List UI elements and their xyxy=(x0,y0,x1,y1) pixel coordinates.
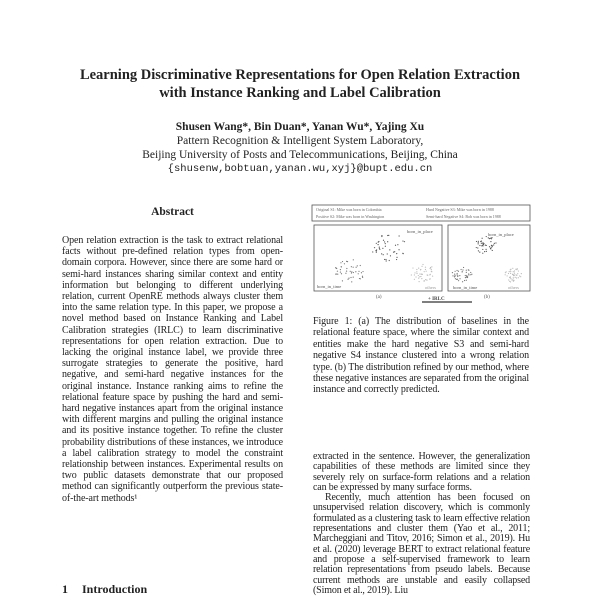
paper-title xyxy=(0,66,600,102)
scatter-point xyxy=(335,267,336,268)
scatter-point xyxy=(344,263,345,264)
scatter-point xyxy=(346,268,347,269)
scatter-point xyxy=(426,280,427,281)
scatter-point xyxy=(512,268,513,269)
scatter-point xyxy=(353,276,354,277)
scatter-point xyxy=(516,277,517,278)
scatter-point xyxy=(465,275,466,276)
scatter-point xyxy=(489,238,490,239)
scatter-point xyxy=(459,278,460,279)
scatter-point xyxy=(346,271,347,272)
scatter-point xyxy=(468,270,469,271)
scatter-point xyxy=(481,243,482,244)
scatter-point xyxy=(518,277,519,278)
scatter-point xyxy=(467,276,468,277)
cluster-label: born_in_time xyxy=(317,284,342,289)
scatter-point xyxy=(412,267,413,268)
scatter-point xyxy=(511,279,512,280)
scatter-point xyxy=(462,281,463,282)
scatter-point xyxy=(384,241,385,242)
scatter-point xyxy=(340,271,341,272)
cluster-label: others xyxy=(425,285,436,290)
scatter-point xyxy=(476,241,477,242)
scatter-point xyxy=(455,278,456,279)
scatter-point xyxy=(455,271,456,272)
scatter-point xyxy=(347,279,348,280)
scatter-point xyxy=(418,267,419,268)
scatter-point xyxy=(505,272,506,273)
scatter-point xyxy=(396,253,397,254)
scatter-point xyxy=(342,261,343,262)
scatter-point xyxy=(340,269,341,270)
legend-item: Positive S2: Mike was born in Washington xyxy=(316,214,385,219)
scatter-point xyxy=(381,253,382,254)
scatter-point xyxy=(457,279,458,280)
scatter-point xyxy=(476,247,477,248)
scatter-point xyxy=(384,259,385,260)
legend-item: Hard Negative S3: Mike was born in 1988 xyxy=(426,207,494,212)
scatter-point xyxy=(482,243,483,244)
scatter-point xyxy=(492,250,493,251)
cluster-label: others xyxy=(508,285,519,290)
scatter-point xyxy=(347,261,348,262)
scatter-point xyxy=(482,249,483,250)
scatter-point xyxy=(509,281,510,282)
scatter-point xyxy=(418,275,419,276)
scatter-point xyxy=(430,267,431,268)
scatter-point xyxy=(431,271,432,272)
scatter-point xyxy=(351,271,352,272)
scatter-point xyxy=(460,269,461,270)
scatter-point xyxy=(457,274,458,275)
scatter-point xyxy=(379,248,380,249)
cluster-label: born_in_place xyxy=(488,232,514,237)
scatter-point xyxy=(515,274,516,275)
scatter-point xyxy=(414,272,415,273)
paragraph: Recently, much attention has been focused on unsupervised relation discovery, which is commonly formulated as a clustering task to learn effective relation representations and cluster them (Yao et al., 2011; Marcheggiani and Titov, 2016; Simon et al., 2019). Hu et al. (2020) leverage BERT to extract relational feature and propose a self-supervised framework to learn relation representations from pseudo labels. Because current methods are unstable and easily collapsed (Simon et al., 2019). Liu xyxy=(313,492,530,596)
scatter-point xyxy=(350,271,351,272)
scatter-point xyxy=(485,249,486,250)
scatter-point xyxy=(466,275,467,276)
scatter-point xyxy=(491,245,492,246)
scatter-point xyxy=(466,280,467,281)
scatter-point xyxy=(456,270,457,271)
scatter-point xyxy=(491,237,492,238)
scatter-point xyxy=(341,266,342,267)
scatter-point xyxy=(335,273,336,274)
scatter-point xyxy=(337,274,338,275)
scatter-point xyxy=(431,266,432,267)
scatter-point xyxy=(466,272,467,273)
scatter-point xyxy=(389,249,390,250)
scatter-point xyxy=(425,267,426,268)
scatter-point xyxy=(348,278,349,279)
scatter-point xyxy=(470,274,471,275)
scatter-point xyxy=(492,246,493,247)
scatter-point xyxy=(419,273,420,274)
scatter-point xyxy=(493,244,494,245)
scatter-point xyxy=(457,273,458,274)
scatter-point xyxy=(421,273,422,274)
figure-1 xyxy=(310,203,532,303)
scatter-point xyxy=(458,280,459,281)
scatter-point xyxy=(457,276,458,277)
scatter-point xyxy=(415,276,416,277)
scatter-point xyxy=(416,273,417,274)
subfigure-label: (a) xyxy=(376,295,382,300)
scatter-point xyxy=(478,241,479,242)
scatter-point xyxy=(464,280,465,281)
scatter-point xyxy=(510,273,511,274)
scatter-point xyxy=(478,250,479,251)
scatter-point xyxy=(489,246,490,247)
scatter-point xyxy=(513,277,514,278)
scatter-point xyxy=(468,274,469,275)
scatter-point xyxy=(484,251,485,252)
scatter-point xyxy=(416,269,417,270)
scatter-point xyxy=(358,271,359,272)
scatter-point xyxy=(342,280,343,281)
scatter-point xyxy=(414,274,415,275)
scatter-point xyxy=(386,260,387,261)
scatter-point xyxy=(416,271,417,272)
scatter-point xyxy=(353,259,354,260)
scatter-point xyxy=(517,273,518,274)
scatter-point xyxy=(385,246,386,247)
scatter-point xyxy=(508,279,509,280)
body-text xyxy=(313,452,530,596)
scatter-point xyxy=(514,270,515,271)
scatter-point xyxy=(520,276,521,277)
scatter-point xyxy=(505,274,506,275)
author-names: Shusen Wang*, Bin Duan*, Yanan Wu*, Yajing Xu xyxy=(175,121,425,133)
scatter-point xyxy=(385,243,386,244)
scatter-point xyxy=(431,269,432,270)
scatter-point xyxy=(488,237,489,238)
scatter-point xyxy=(426,271,427,272)
legend-item: Original S1: Mike was born in Colombia xyxy=(316,207,382,212)
scatter-point xyxy=(477,247,478,248)
scatter-point xyxy=(452,275,453,276)
scatter-point xyxy=(390,255,391,256)
scatter-point xyxy=(482,253,483,254)
scatter-point xyxy=(454,274,455,275)
scatter-point xyxy=(385,259,386,260)
scatter-point xyxy=(360,278,361,279)
scatter-point xyxy=(397,244,398,245)
scatter-point xyxy=(427,275,428,276)
scatter-point xyxy=(387,235,388,236)
scatter-point xyxy=(402,240,403,241)
scatter-point xyxy=(353,272,354,273)
subfigure-label: (b) xyxy=(484,295,490,300)
scatter-point xyxy=(491,238,492,239)
scatter-point xyxy=(494,243,495,244)
scatter-point xyxy=(471,274,472,275)
abstract-heading: Abstract xyxy=(151,206,194,218)
scatter-point xyxy=(395,245,396,246)
scatter-point xyxy=(396,259,397,260)
scatter-point xyxy=(387,241,388,242)
paragraph: extracted in the sentence. However, the generalization capabilities of these methods are limited since they severely rely on surface-form relations and a relation can be expressed by many surface forms. xyxy=(313,451,530,493)
cluster-label: born_in_place xyxy=(407,229,433,234)
scatter-point xyxy=(355,271,356,272)
scatter-point xyxy=(399,235,400,236)
scatter-point xyxy=(362,276,363,277)
scatter-point xyxy=(462,269,463,270)
scatter-point xyxy=(340,262,341,263)
scatter-point xyxy=(387,253,388,254)
scatter-point xyxy=(482,238,483,239)
scatter-point xyxy=(351,266,352,267)
scatter-point xyxy=(508,273,509,274)
affiliation-line: Pattern Recognition & Intelligent System Laboratory, xyxy=(176,135,424,147)
scatter-point xyxy=(351,281,352,282)
scatter-point xyxy=(519,275,520,276)
scatter-point xyxy=(481,240,482,241)
scatter-point xyxy=(382,248,383,249)
scatter-point xyxy=(510,269,511,270)
author-block xyxy=(0,120,600,176)
scatter-point xyxy=(509,271,510,272)
scatter-point xyxy=(420,276,421,277)
scatter-point xyxy=(377,244,378,245)
scatter-point xyxy=(376,252,377,253)
panel-a xyxy=(314,225,442,291)
scatter-point xyxy=(420,269,421,270)
scatter-point xyxy=(393,252,394,253)
scatter-point xyxy=(486,245,487,246)
scatter-point xyxy=(466,270,467,271)
scatter-point xyxy=(376,243,377,244)
scatter-point xyxy=(421,278,422,279)
scatter-point xyxy=(381,235,382,236)
scatter-point xyxy=(419,281,420,282)
scatter-point xyxy=(510,278,511,279)
scatter-point xyxy=(394,251,395,252)
scatter-point xyxy=(454,276,455,277)
scatter-point xyxy=(486,236,487,237)
scatter-point xyxy=(418,278,419,279)
scatter-point xyxy=(419,276,420,277)
scatter-point xyxy=(389,260,390,261)
title-line: Learning Discriminative Representations for Open Relation Extraction xyxy=(79,67,521,83)
scatter-point xyxy=(351,272,352,273)
scatter-point xyxy=(421,266,422,267)
section-number: 1 xyxy=(62,582,68,596)
scatter-point xyxy=(388,235,389,236)
scatter-point xyxy=(510,277,511,278)
scatter-point xyxy=(356,267,357,268)
scatter-point xyxy=(514,273,515,274)
cluster-label: born_in_time xyxy=(453,285,478,290)
figure-caption: Figure 1: (a) The distribution of baselines in the relational feature space, where the similar context and entities make the hard negative S3 and semi-hard negative S4 instance clustered into a wrong relation type. (b) The distribution refined by our method, where these negative instances are separated from the original instance and correctly predicted. xyxy=(313,316,529,396)
scatter-point xyxy=(483,243,484,244)
section-title: Introduction xyxy=(82,582,148,596)
author-email: {shusenw,bobtuan,yanan.wu,xyj}@bupt.edu.cn xyxy=(167,163,433,175)
scatter-point xyxy=(458,271,459,272)
scatter-point xyxy=(518,270,519,271)
scatter-point xyxy=(357,265,358,266)
scatter-point xyxy=(430,268,431,269)
scatter-point xyxy=(353,267,354,268)
scatter-point xyxy=(337,271,338,272)
scatter-point xyxy=(404,241,405,242)
scatter-point xyxy=(378,241,379,242)
scatter-point xyxy=(486,251,487,252)
scatter-point xyxy=(383,254,384,255)
scatter-point xyxy=(422,264,423,265)
scatter-point xyxy=(432,275,433,276)
scatter-point xyxy=(403,253,404,254)
scatter-point xyxy=(479,245,480,246)
arrow-label: + IRLC xyxy=(428,297,445,302)
scatter-point xyxy=(341,273,342,274)
scatter-point xyxy=(362,277,363,278)
scatter-point xyxy=(396,257,397,258)
scatter-point xyxy=(362,271,363,272)
scatter-point xyxy=(374,247,375,248)
scatter-point xyxy=(360,265,361,266)
scatter-point xyxy=(478,243,479,244)
scatter-point xyxy=(411,274,412,275)
scatter-point xyxy=(515,269,516,270)
scatter-point xyxy=(459,275,460,276)
scatter-point xyxy=(350,277,351,278)
scatter-point xyxy=(490,248,491,249)
legend-item: Semi-hard Negative S4: Bob was born in 1988 xyxy=(426,214,501,219)
abstract-text: Open relation extraction is the task to extract relational facts without pre-defined relation types from open-domain corpora. However, since there are some hard or semi-hard instances sharing similar context and entity information but belonging to different underlying relation, current OpenRE methods always cluster them into the same relation type. In this paper, we propose a novel method based on Instance Ranking and Label Calibration strategies (IRLC) to learn discriminative representations for open relation extraction. Due to lacking the original instance label, we provide three surrogate strategies to generate the positive, hard negative, and semi-hard negative instances for the original instance. Instance ranking aims to refine the relational feature space by pushing the hard and semi-hard negative instances apart from the original instance with different margins and pulling the original instance and its positive instance together. To refine the cluster probability distributions of these instances, we introduce a label calibration strategy to model the constraint relationship between instances. Experimental results on two public datasets demonstrate that our proposed method can significantly outperform the previous state-of-the-art methods¹ xyxy=(62,235,283,504)
scatter-point xyxy=(361,272,362,273)
scatter-point xyxy=(358,273,359,274)
scatter-point xyxy=(372,251,373,252)
scatter-point xyxy=(495,242,496,243)
scatter-point xyxy=(425,279,426,280)
title-line: with Instance Ranking and Label Calibration xyxy=(159,85,441,101)
affiliation-line: Beijing University of Posts and Telecommunications, Beijing, China xyxy=(142,149,458,161)
scatter-point xyxy=(479,252,480,253)
scatter-point xyxy=(429,278,430,279)
scatter-point xyxy=(424,280,425,281)
section-heading xyxy=(62,582,161,596)
scatter-point xyxy=(513,280,514,281)
scatter-point xyxy=(424,271,425,272)
scatter-point xyxy=(379,249,380,250)
scatter-point xyxy=(376,249,377,250)
scatter-point xyxy=(470,272,471,273)
scatter-point xyxy=(515,277,516,278)
scatter-point xyxy=(507,275,508,276)
scatter-point xyxy=(462,271,463,272)
scatter-point xyxy=(414,279,415,280)
scatter-point xyxy=(468,273,469,274)
scatter-point xyxy=(514,274,515,275)
scatter-point xyxy=(482,245,483,246)
scatter-point xyxy=(516,269,517,270)
scatter-point xyxy=(383,240,384,241)
scatter-point xyxy=(510,271,511,272)
scatter-point xyxy=(430,274,431,275)
scatter-point xyxy=(490,241,491,242)
scatter-point xyxy=(398,249,399,250)
scatter-point xyxy=(452,272,453,273)
scatter-point xyxy=(379,246,380,247)
scatter-point xyxy=(345,273,346,274)
scatter-point xyxy=(478,242,479,243)
scatter-point xyxy=(463,267,464,268)
scatter-point xyxy=(425,269,426,270)
scatter-point xyxy=(513,271,514,272)
scatter-point xyxy=(513,274,514,275)
scatter-point xyxy=(521,273,522,274)
